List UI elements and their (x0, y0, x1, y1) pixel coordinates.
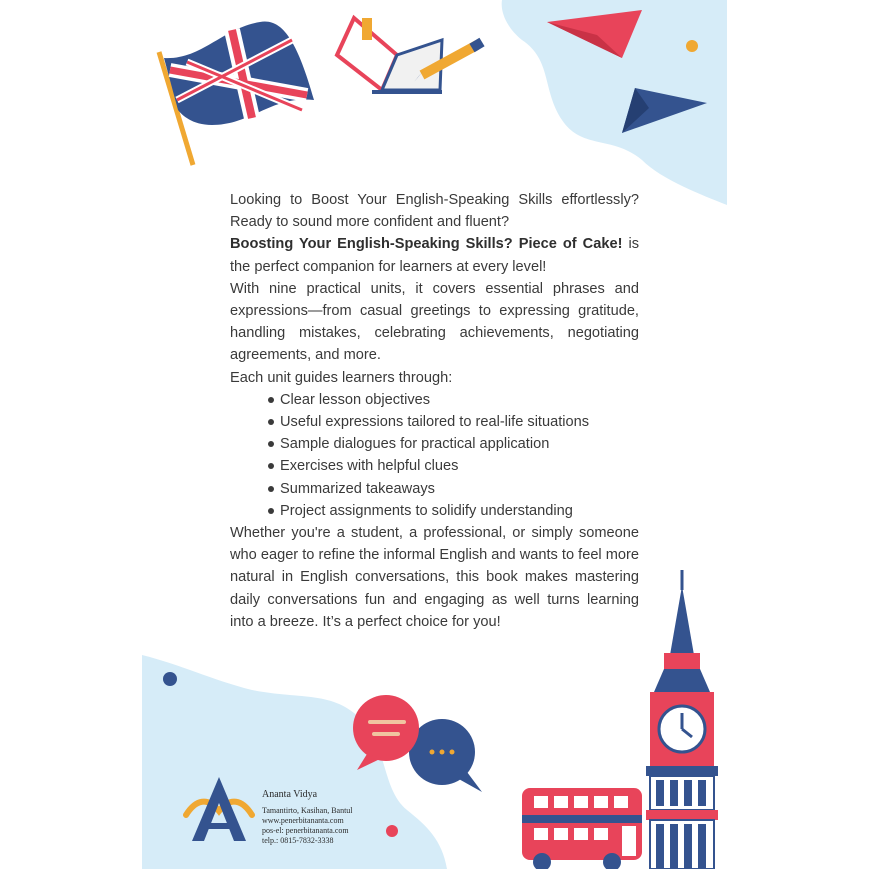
book-title: Boosting Your English-Speaking Skills? Piece of Cake! (230, 236, 623, 253)
navy-dot (163, 672, 177, 686)
book-title-tagline: is the perfect companion for learners at every level! (230, 236, 640, 275)
list-item: Useful expressions tailored to real-life situations (268, 411, 639, 433)
list-item: Project assignments to solidify understanding (268, 500, 639, 522)
book-and-pencil-icon (337, 18, 482, 92)
uk-flag-icon (159, 22, 314, 165)
list-item: Sample dialogues for practical application (268, 433, 639, 455)
list-item: Exercises with helpful clues (268, 455, 639, 477)
back-cover (142, 0, 727, 869)
intro-paragraph: Looking to Boost Your English-Speaking Skills effortlessly? Ready to sound more confident and fluent? (230, 192, 639, 231)
unit-features-list (230, 389, 639, 522)
guide-paragraph: Each unit guides learners through: (230, 369, 453, 386)
big-ben-tower-icon (646, 570, 718, 869)
publisher-name: Ananta Vidya (262, 789, 318, 800)
units-paragraph: With nine practical units, it covers essential phrases and expressions—from casual greetings to expressing gratitude, handling mistakes, celebrating achievements, negotiating agreements, and more. (230, 280, 639, 364)
publisher-website: www.penerbitananta.com (262, 816, 344, 825)
list-item: Clear lesson objectives (268, 389, 639, 411)
book-title-paragraph (230, 233, 639, 277)
closing-paragraph: Whether you're a student, a professional, or simply someone who eager to refine the informal English and wants to feel more natural in English conversations, this book makes mastering daily conversations fun and engaging as well turns learning into a breeze. It’s a perfect choice for you! (230, 525, 639, 630)
publisher-logo-icon (182, 775, 256, 845)
double-decker-bus-icon (522, 788, 642, 869)
publisher-phone: telp.: 0815-7832-3338 (262, 836, 334, 845)
list-item: Summarized takeaways (268, 478, 639, 500)
publisher-address: Tamantirto, Kasihan, Bantul (262, 806, 353, 815)
publisher-email: pos-el: penerbitananta.com (262, 826, 349, 835)
publisher-info (182, 775, 442, 855)
blurb-text (230, 189, 639, 633)
orange-dot (686, 40, 698, 52)
